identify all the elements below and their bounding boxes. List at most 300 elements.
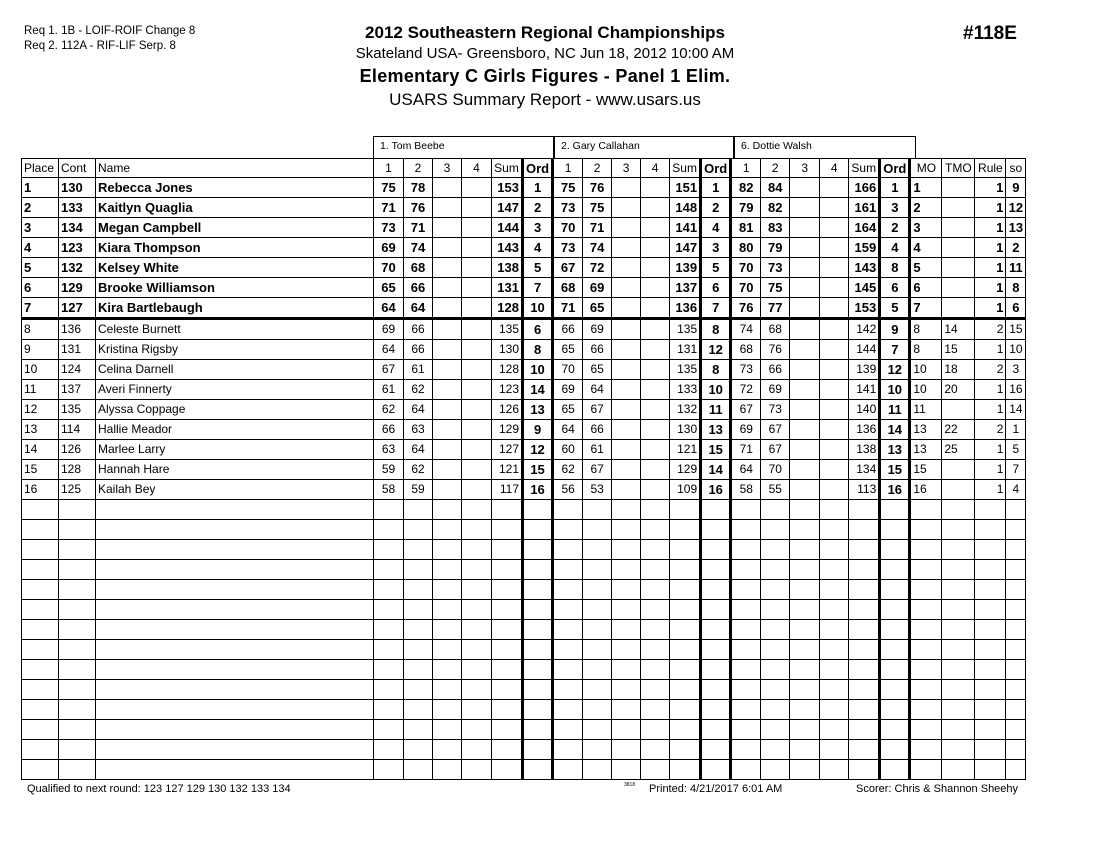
cell-j2-ord — [701, 680, 731, 700]
cell-j2-s4 — [641, 720, 670, 740]
cell-j2-s2: 75 — [583, 198, 612, 218]
cell-name: Rebecca Jones — [96, 178, 374, 198]
cell-j3-ord: 16 — [880, 480, 910, 500]
cell-cont: 134 — [59, 218, 96, 238]
cell-j1-s4 — [462, 620, 492, 640]
cell-j1-s1: 64 — [374, 340, 404, 360]
cell-j1-s1: 64 — [374, 298, 404, 319]
cell-j2-s3 — [612, 380, 641, 400]
cell-j2-ord — [701, 540, 731, 560]
cell-j3-s3 — [790, 360, 820, 380]
cell-j3-s2: 70 — [761, 460, 790, 480]
cell-j2-ord — [701, 520, 731, 540]
cell-j2-s2 — [583, 540, 612, 560]
cell-j1-ord — [523, 740, 553, 760]
cell-j1-ord: 10 — [523, 298, 553, 319]
cell-j2-ord: 14 — [701, 460, 731, 480]
cell-j3-sum — [849, 540, 880, 560]
cell-mo: 13 — [910, 440, 942, 460]
cell-cont — [59, 680, 96, 700]
cell-mo: 10 — [910, 380, 942, 400]
cell-rule: 1 — [975, 480, 1006, 500]
cell-j2-s4 — [641, 440, 670, 460]
cell-j2-s3 — [612, 319, 641, 340]
cell-mo — [910, 600, 942, 620]
cell-name: Kelsey White — [96, 258, 374, 278]
cell-cont: 127 — [59, 298, 96, 319]
cell-j3-sum — [849, 740, 880, 760]
cell-j3-s3 — [790, 258, 820, 278]
cell-j1-s2: 61 — [404, 360, 433, 380]
empty-row — [22, 520, 1026, 540]
cell-so — [1006, 600, 1026, 620]
cell-j3-sum: 138 — [849, 440, 880, 460]
cell-cont: Cont — [59, 159, 96, 178]
cell-j1-ord — [523, 700, 553, 720]
cell-name: Kailah Bey — [96, 480, 374, 500]
cell-j3-s4 — [820, 600, 849, 620]
cell-j2-sum: 135 — [670, 360, 701, 380]
cell-j1-s4 — [462, 760, 492, 780]
cell-j1-s1 — [374, 600, 404, 620]
cell-rule: 1 — [975, 198, 1006, 218]
cell-j1-sum — [492, 620, 523, 640]
cell-j2-ord: 8 — [701, 360, 731, 380]
cell-j3-s1 — [731, 560, 761, 580]
cell-cont — [59, 500, 96, 520]
cell-j2-sum: 129 — [670, 460, 701, 480]
cell-j2-s1 — [553, 560, 583, 580]
cell-j3-s4: 4 — [820, 159, 849, 178]
cell-j1-s2: 63 — [404, 420, 433, 440]
cell-rule — [975, 540, 1006, 560]
qualified-line: Qualified to next round: 123 127 129 130 132 133 134 — [27, 783, 291, 795]
cell-cont — [59, 720, 96, 740]
cell-j3-s1: 79 — [731, 198, 761, 218]
cell-j1-s3 — [433, 258, 462, 278]
cell-j1-ord: 10 — [523, 360, 553, 380]
cell-j2-s3 — [612, 720, 641, 740]
empty-row — [22, 500, 1026, 520]
cell-j2-s3 — [612, 178, 641, 198]
cell-j1-s3 — [433, 580, 462, 600]
cell-j1-s3 — [433, 520, 462, 540]
cell-j3-s4 — [820, 460, 849, 480]
cell-j1-s1: 66 — [374, 420, 404, 440]
cell-cont: 124 — [59, 360, 96, 380]
cell-j2-sum — [670, 680, 701, 700]
cell-place: 11 — [22, 380, 59, 400]
cell-j1-s1: 70 — [374, 258, 404, 278]
cell-j2-s4 — [641, 520, 670, 540]
cell-j2-s1: 67 — [553, 258, 583, 278]
cell-tmo: 15 — [942, 340, 975, 360]
cell-j2-s1: 64 — [553, 420, 583, 440]
requirement-1: Req 1. 1B - LOIF-ROIF Change 8 — [24, 25, 196, 37]
cell-mo — [910, 660, 942, 680]
cell-j3-ord — [880, 680, 910, 700]
table-row — [22, 380, 1026, 400]
cell-j2-s4 — [641, 760, 670, 780]
cell-j2-sum — [670, 760, 701, 780]
cell-j2-s4 — [641, 340, 670, 360]
cell-cont: 132 — [59, 258, 96, 278]
cell-j3-sum: 136 — [849, 420, 880, 440]
cell-j3-sum: 145 — [849, 278, 880, 298]
cell-tmo — [942, 520, 975, 540]
cell-name: Marlee Larry — [96, 440, 374, 460]
cell-so: 7 — [1006, 460, 1026, 480]
cell-j1-s3 — [433, 660, 462, 680]
cell-place: 10 — [22, 360, 59, 380]
cell-j3-s3 — [790, 720, 820, 740]
cell-j2-sum: 130 — [670, 420, 701, 440]
cell-j3-s1: 64 — [731, 460, 761, 480]
cell-j2-s2: 64 — [583, 380, 612, 400]
cell-j2-s3 — [612, 580, 641, 600]
cell-place — [22, 760, 59, 780]
cell-j2-s1: 73 — [553, 198, 583, 218]
cell-j3-s2: 83 — [761, 218, 790, 238]
cell-j2-ord: 12 — [701, 340, 731, 360]
cell-j3-s3 — [790, 540, 820, 560]
cell-j2-ord: 16 — [701, 480, 731, 500]
cell-place — [22, 680, 59, 700]
cell-cont — [59, 540, 96, 560]
cell-place: 4 — [22, 238, 59, 258]
cell-cont — [59, 620, 96, 640]
cell-j1-s4 — [462, 380, 492, 400]
cell-rule — [975, 660, 1006, 680]
cell-j3-s3 — [790, 740, 820, 760]
cell-tmo — [942, 740, 975, 760]
cell-j2-s1: 65 — [553, 400, 583, 420]
cell-j1-s1: 65 — [374, 278, 404, 298]
cell-j2-s4 — [641, 198, 670, 218]
cell-j2-ord: 8 — [701, 319, 731, 340]
cell-mo — [910, 680, 942, 700]
cell-j2-s1 — [553, 640, 583, 660]
cell-j1-s3 — [433, 740, 462, 760]
cell-place: 12 — [22, 400, 59, 420]
cell-name: Name — [96, 159, 374, 178]
cell-j2-s1 — [553, 760, 583, 780]
cell-j3-s1 — [731, 580, 761, 600]
cell-j1-s2 — [404, 600, 433, 620]
cell-j3-s4 — [820, 640, 849, 660]
cell-so: 8 — [1006, 278, 1026, 298]
cell-j1-s1 — [374, 620, 404, 640]
cell-j2-s2 — [583, 680, 612, 700]
cell-j1-s2 — [404, 520, 433, 540]
cell-j3-s3 — [790, 278, 820, 298]
cell-j3-s2 — [761, 680, 790, 700]
cell-rule: 1 — [975, 440, 1006, 460]
cell-j3-ord: 13 — [880, 440, 910, 460]
cell-j1-s2: 71 — [404, 218, 433, 238]
cell-j3-sum — [849, 580, 880, 600]
cell-j2-s3 — [612, 560, 641, 580]
cell-name: Kaitlyn Quaglia — [96, 198, 374, 218]
cell-j1-ord — [523, 640, 553, 660]
cell-j1-s1: 1 — [374, 159, 404, 178]
cell-j3-s4 — [820, 540, 849, 560]
cell-j3-sum: 161 — [849, 198, 880, 218]
cell-j3-ord: 11 — [880, 400, 910, 420]
cell-tmo — [942, 460, 975, 480]
cell-mo: MO — [910, 159, 942, 178]
cell-place: 13 — [22, 420, 59, 440]
cell-j3-s1: 73 — [731, 360, 761, 380]
cell-j2-sum — [670, 560, 701, 580]
cell-j2-ord — [701, 640, 731, 660]
cell-j3-s1: 82 — [731, 178, 761, 198]
cell-tmo: 14 — [942, 319, 975, 340]
cell-j2-s3 — [612, 340, 641, 360]
cell-j1-ord — [523, 760, 553, 780]
cell-tmo: 20 — [942, 380, 975, 400]
cell-j2-s1 — [553, 620, 583, 640]
cell-cont: 125 — [59, 480, 96, 500]
cell-place — [22, 600, 59, 620]
cell-tmo — [942, 540, 975, 560]
cell-j1-s3 — [433, 640, 462, 660]
cell-so: 11 — [1006, 258, 1026, 278]
cell-rule: 1 — [975, 238, 1006, 258]
cell-j2-ord: 6 — [701, 278, 731, 298]
cell-j3-ord — [880, 540, 910, 560]
cell-so: 5 — [1006, 440, 1026, 460]
cell-j1-s3: 3 — [433, 159, 462, 178]
cell-j2-s2: 67 — [583, 400, 612, 420]
cell-place — [22, 640, 59, 660]
cell-cont — [59, 560, 96, 580]
cell-j3-s2 — [761, 500, 790, 520]
page-code: 3818 — [624, 782, 636, 788]
cell-tmo: 25 — [942, 440, 975, 460]
cell-place — [22, 620, 59, 640]
cell-j2-s1 — [553, 520, 583, 540]
cell-j1-s4 — [462, 340, 492, 360]
cell-j3-ord: 3 — [880, 198, 910, 218]
cell-rule: 1 — [975, 178, 1006, 198]
cell-j3-sum: 164 — [849, 218, 880, 238]
cell-j3-s3 — [790, 198, 820, 218]
cell-j1-s1: 69 — [374, 319, 404, 340]
cell-j1-s2 — [404, 660, 433, 680]
cell-j1-s1: 69 — [374, 238, 404, 258]
cell-so — [1006, 520, 1026, 540]
cell-j2-sum: 133 — [670, 380, 701, 400]
cell-j1-s2 — [404, 580, 433, 600]
cell-j3-s2 — [761, 640, 790, 660]
cell-tmo — [942, 700, 975, 720]
cell-so: 16 — [1006, 380, 1026, 400]
cell-j2-s1: 71 — [553, 298, 583, 319]
cell-cont — [59, 700, 96, 720]
cell-j3-sum: 141 — [849, 380, 880, 400]
cell-cont — [59, 760, 96, 780]
cell-j2-s1: 60 — [553, 440, 583, 460]
cell-rule — [975, 520, 1006, 540]
cell-j2-s2 — [583, 740, 612, 760]
cell-j1-s1: 75 — [374, 178, 404, 198]
cell-j3-ord — [880, 500, 910, 520]
cell-j2-s2 — [583, 580, 612, 600]
cell-tmo — [942, 238, 975, 258]
cell-j2-s3 — [612, 258, 641, 278]
cell-so: 10 — [1006, 340, 1026, 360]
cell-tmo — [942, 400, 975, 420]
cell-j1-s4 — [462, 460, 492, 480]
cell-cont — [59, 520, 96, 540]
cell-place: 1 — [22, 178, 59, 198]
cell-j2-s4 — [641, 660, 670, 680]
cell-j3-s4 — [820, 360, 849, 380]
table-row — [22, 319, 1026, 340]
cell-mo: 3 — [910, 218, 942, 238]
cell-j1-s3 — [433, 700, 462, 720]
cell-j1-s2 — [404, 760, 433, 780]
cell-j3-ord: 9 — [880, 319, 910, 340]
cell-rule: 1 — [975, 218, 1006, 238]
cell-j3-s1: 72 — [731, 380, 761, 400]
cell-j3-s1 — [731, 740, 761, 760]
cell-j1-s4 — [462, 500, 492, 520]
cell-j3-sum: 159 — [849, 238, 880, 258]
cell-j1-sum: 117 — [492, 480, 523, 500]
cell-j3-s3 — [790, 680, 820, 700]
empty-row — [22, 620, 1026, 640]
cell-j3-ord: 4 — [880, 238, 910, 258]
empty-row — [22, 640, 1026, 660]
cell-j1-s1 — [374, 500, 404, 520]
cell-j3-sum — [849, 520, 880, 540]
cell-j2-s4 — [641, 380, 670, 400]
cell-j1-ord — [523, 540, 553, 560]
cell-tmo: 18 — [942, 360, 975, 380]
cell-rule — [975, 740, 1006, 760]
cell-rule — [975, 680, 1006, 700]
cell-j2-s4 — [641, 500, 670, 520]
cell-tmo — [942, 198, 975, 218]
cell-j1-s1: 58 — [374, 480, 404, 500]
cell-j1-ord — [523, 620, 553, 640]
cell-j2-ord: 11 — [701, 400, 731, 420]
cell-rule: 1 — [975, 278, 1006, 298]
cell-mo: 6 — [910, 278, 942, 298]
cell-j3-ord: 14 — [880, 420, 910, 440]
cell-j1-s4 — [462, 278, 492, 298]
cell-name — [96, 560, 374, 580]
cell-j2-s3 — [612, 420, 641, 440]
cell-j1-ord — [523, 520, 553, 540]
cell-j1-s2: 68 — [404, 258, 433, 278]
cell-mo: 11 — [910, 400, 942, 420]
cell-j2-s4 — [641, 238, 670, 258]
cell-j1-s3 — [433, 680, 462, 700]
cell-j1-ord: Ord — [523, 159, 553, 178]
cell-j1-s2: 64 — [404, 440, 433, 460]
cell-j3-sum — [849, 600, 880, 620]
cell-j2-s2: 69 — [583, 278, 612, 298]
cell-j1-sum: 127 — [492, 440, 523, 460]
cell-tmo — [942, 600, 975, 620]
cell-tmo — [942, 720, 975, 740]
cell-j3-s4 — [820, 420, 849, 440]
cell-j2-s1: 68 — [553, 278, 583, 298]
cell-so — [1006, 760, 1026, 780]
cell-j2-s3 — [612, 660, 641, 680]
cell-j2-sum: 131 — [670, 340, 701, 360]
cell-j3-sum: 140 — [849, 400, 880, 420]
cell-j1-s1: 62 — [374, 400, 404, 420]
cell-j2-s4 — [641, 640, 670, 660]
cell-j1-ord: 16 — [523, 480, 553, 500]
cell-j1-ord: 9 — [523, 420, 553, 440]
cell-j2-sum: Sum — [670, 159, 701, 178]
cell-j2-s2: 65 — [583, 298, 612, 319]
cell-j2-s4 — [641, 460, 670, 480]
cell-j2-s2 — [583, 720, 612, 740]
cell-j2-s2: 61 — [583, 440, 612, 460]
cell-j2-sum: 136 — [670, 298, 701, 319]
cell-j1-ord: 1 — [523, 178, 553, 198]
cell-j2-s4 — [641, 700, 670, 720]
cell-j2-sum: 132 — [670, 400, 701, 420]
cell-j3-s4 — [820, 258, 849, 278]
cell-rule — [975, 580, 1006, 600]
cell-j1-ord — [523, 720, 553, 740]
cell-j1-s4 — [462, 298, 492, 319]
cell-j2-s2: 74 — [583, 238, 612, 258]
table-header-row — [22, 159, 1026, 178]
cell-tmo — [942, 640, 975, 660]
cell-j2-s2 — [583, 640, 612, 660]
report-title: USARS Summary Report - www.usars.us — [389, 90, 701, 109]
cell-j3-s1: 81 — [731, 218, 761, 238]
cell-j2-s4 — [641, 740, 670, 760]
cell-tmo — [942, 258, 975, 278]
cell-j1-s4 — [462, 600, 492, 620]
cell-place — [22, 580, 59, 600]
cell-j3-s2: 75 — [761, 278, 790, 298]
cell-j1-sum: 130 — [492, 340, 523, 360]
cell-j1-s2: 2 — [404, 159, 433, 178]
cell-j2-s2 — [583, 500, 612, 520]
cell-j1-s1 — [374, 700, 404, 720]
cell-j1-sum — [492, 600, 523, 620]
cell-cont: 114 — [59, 420, 96, 440]
cell-j1-s4 — [462, 420, 492, 440]
cell-j3-s3 — [790, 380, 820, 400]
cell-j2-ord: 2 — [701, 198, 731, 218]
cell-j1-s1: 71 — [374, 198, 404, 218]
cell-rule — [975, 760, 1006, 780]
cell-rule: 1 — [975, 258, 1006, 278]
cell-mo — [910, 640, 942, 660]
cell-j3-s1 — [731, 760, 761, 780]
cell-name: Megan Campbell — [96, 218, 374, 238]
table-row — [22, 480, 1026, 500]
table-row — [22, 400, 1026, 420]
cell-j3-sum: 166 — [849, 178, 880, 198]
table-row — [22, 360, 1026, 380]
judge-2-header: 2. Gary Callahan — [554, 136, 734, 158]
cell-j2-ord — [701, 560, 731, 580]
cell-j3-ord: 12 — [880, 360, 910, 380]
cell-mo: 2 — [910, 198, 942, 218]
